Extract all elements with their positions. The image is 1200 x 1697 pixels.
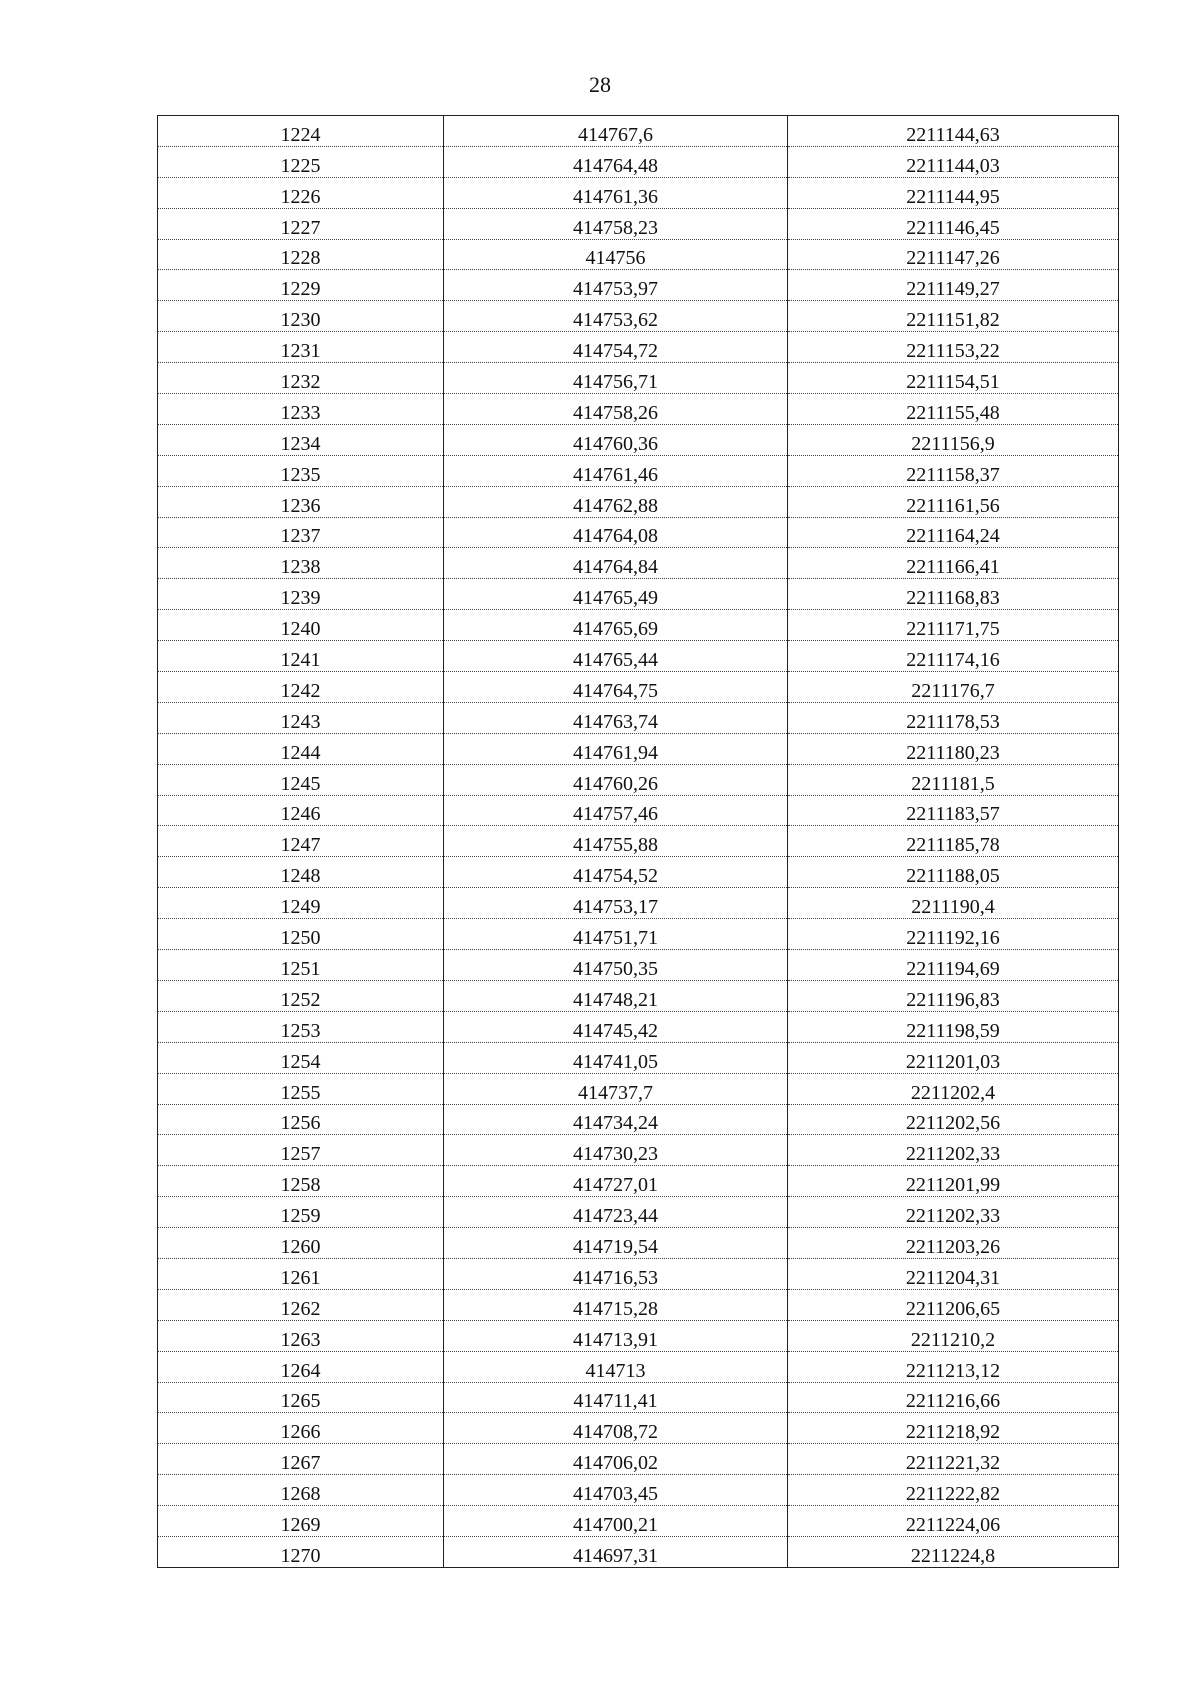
point-number-cell: 1250 <box>158 919 444 950</box>
y-coordinate-cell: 2211204,31 <box>788 1258 1119 1289</box>
y-coordinate-cell: 2211203,26 <box>788 1228 1119 1259</box>
x-coordinate-cell: 414753,97 <box>444 270 788 301</box>
point-number-cell: 1237 <box>158 517 444 548</box>
table-row <box>158 424 1119 455</box>
x-coordinate-cell: 414764,75 <box>444 672 788 703</box>
point-number-cell: 1257 <box>158 1135 444 1166</box>
x-coordinate-cell: 414756,71 <box>444 363 788 394</box>
x-coordinate-cell: 414753,62 <box>444 301 788 332</box>
point-number-cell: 1236 <box>158 486 444 517</box>
y-coordinate-cell: 2211202,33 <box>788 1135 1119 1166</box>
x-coordinate-cell: 414754,52 <box>444 857 788 888</box>
point-number-cell: 1224 <box>158 116 444 147</box>
table-row <box>158 764 1119 795</box>
table-row <box>158 1382 1119 1413</box>
x-coordinate-cell: 414764,84 <box>444 548 788 579</box>
x-coordinate-cell: 414723,44 <box>444 1197 788 1228</box>
table-row <box>158 702 1119 733</box>
y-coordinate-cell: 2211201,03 <box>788 1042 1119 1073</box>
y-coordinate-cell: 2211181,5 <box>788 764 1119 795</box>
table-row <box>158 1536 1119 1567</box>
point-number-cell: 1230 <box>158 301 444 332</box>
y-coordinate-cell: 2211216,66 <box>788 1382 1119 1413</box>
point-number-cell: 1259 <box>158 1197 444 1228</box>
table-row <box>158 1197 1119 1228</box>
x-coordinate-cell: 414715,28 <box>444 1289 788 1320</box>
x-coordinate-cell: 414716,53 <box>444 1258 788 1289</box>
y-coordinate-cell: 2211158,37 <box>788 455 1119 486</box>
point-number-cell: 1264 <box>158 1351 444 1382</box>
table-row <box>158 826 1119 857</box>
point-number-cell: 1254 <box>158 1042 444 1073</box>
y-coordinate-cell: 2211201,99 <box>788 1166 1119 1197</box>
y-coordinate-cell: 2211198,59 <box>788 1011 1119 1042</box>
point-number-cell: 1233 <box>158 394 444 425</box>
x-coordinate-cell: 414767,6 <box>444 116 788 147</box>
y-coordinate-cell: 2211196,83 <box>788 980 1119 1011</box>
coordinates-table <box>157 115 1119 1568</box>
table-row <box>158 1475 1119 1506</box>
y-coordinate-cell: 2211210,2 <box>788 1320 1119 1351</box>
point-number-cell: 1267 <box>158 1444 444 1475</box>
x-coordinate-cell: 414697,31 <box>444 1536 788 1567</box>
x-coordinate-cell: 414761,94 <box>444 733 788 764</box>
point-number-cell: 1232 <box>158 363 444 394</box>
x-coordinate-cell: 414762,88 <box>444 486 788 517</box>
x-coordinate-cell: 414756 <box>444 239 788 270</box>
table-row <box>158 146 1119 177</box>
table-row <box>158 332 1119 363</box>
table-row <box>158 641 1119 672</box>
table-row <box>158 1413 1119 1444</box>
point-number-cell: 1251 <box>158 950 444 981</box>
x-coordinate-cell: 414760,36 <box>444 424 788 455</box>
table-row <box>158 857 1119 888</box>
point-number-cell: 1255 <box>158 1073 444 1104</box>
x-coordinate-cell: 414719,54 <box>444 1228 788 1259</box>
x-coordinate-cell: 414748,21 <box>444 980 788 1011</box>
table-row <box>158 1506 1119 1537</box>
y-coordinate-cell: 2211202,4 <box>788 1073 1119 1104</box>
y-coordinate-cell: 2211224,06 <box>788 1506 1119 1537</box>
point-number-cell: 1256 <box>158 1104 444 1135</box>
x-coordinate-cell: 414700,21 <box>444 1506 788 1537</box>
y-coordinate-cell: 2211180,23 <box>788 733 1119 764</box>
table-row <box>158 610 1119 641</box>
table-row <box>158 1104 1119 1135</box>
point-number-cell: 1265 <box>158 1382 444 1413</box>
y-coordinate-cell: 2211156,9 <box>788 424 1119 455</box>
point-number-cell: 1266 <box>158 1413 444 1444</box>
x-coordinate-cell: 414708,72 <box>444 1413 788 1444</box>
y-coordinate-cell: 2211155,48 <box>788 394 1119 425</box>
table-row <box>158 579 1119 610</box>
table-row <box>158 888 1119 919</box>
y-coordinate-cell: 2211166,41 <box>788 548 1119 579</box>
x-coordinate-cell: 414755,88 <box>444 826 788 857</box>
table-row <box>158 1011 1119 1042</box>
point-number-cell: 1261 <box>158 1258 444 1289</box>
y-coordinate-cell: 2211222,82 <box>788 1475 1119 1506</box>
y-coordinate-cell: 2211206,65 <box>788 1289 1119 1320</box>
y-coordinate-cell: 2211178,53 <box>788 702 1119 733</box>
table-row <box>158 672 1119 703</box>
table-row <box>158 548 1119 579</box>
table-row <box>158 270 1119 301</box>
x-coordinate-cell: 414758,23 <box>444 208 788 239</box>
x-coordinate-cell: 414713,91 <box>444 1320 788 1351</box>
x-coordinate-cell: 414754,72 <box>444 332 788 363</box>
point-number-cell: 1252 <box>158 980 444 1011</box>
table-row <box>158 394 1119 425</box>
point-number-cell: 1242 <box>158 672 444 703</box>
y-coordinate-cell: 2211151,82 <box>788 301 1119 332</box>
point-number-cell: 1262 <box>158 1289 444 1320</box>
point-number-cell: 1225 <box>158 146 444 177</box>
table-row <box>158 733 1119 764</box>
point-number-cell: 1269 <box>158 1506 444 1537</box>
y-coordinate-cell: 2211171,75 <box>788 610 1119 641</box>
table-row <box>158 1228 1119 1259</box>
y-coordinate-cell: 2211176,7 <box>788 672 1119 703</box>
x-coordinate-cell: 414765,49 <box>444 579 788 610</box>
x-coordinate-cell: 414760,26 <box>444 764 788 795</box>
x-coordinate-cell: 414765,44 <box>444 641 788 672</box>
x-coordinate-cell: 414706,02 <box>444 1444 788 1475</box>
point-number-cell: 1260 <box>158 1228 444 1259</box>
y-coordinate-cell: 2211144,03 <box>788 146 1119 177</box>
point-number-cell: 1270 <box>158 1536 444 1567</box>
point-number-cell: 1249 <box>158 888 444 919</box>
y-coordinate-cell: 2211144,95 <box>788 177 1119 208</box>
point-number-cell: 1226 <box>158 177 444 208</box>
table-row <box>158 208 1119 239</box>
y-coordinate-cell: 2211224,8 <box>788 1536 1119 1567</box>
y-coordinate-cell: 2211147,26 <box>788 239 1119 270</box>
point-number-cell: 1248 <box>158 857 444 888</box>
point-number-cell: 1235 <box>158 455 444 486</box>
table-row <box>158 1042 1119 1073</box>
table-row <box>158 980 1119 1011</box>
point-number-cell: 1258 <box>158 1166 444 1197</box>
y-coordinate-cell: 2211202,56 <box>788 1104 1119 1135</box>
table-row <box>158 950 1119 981</box>
point-number-cell: 1239 <box>158 579 444 610</box>
x-coordinate-cell: 414711,41 <box>444 1382 788 1413</box>
point-number-cell: 1268 <box>158 1475 444 1506</box>
table-row <box>158 363 1119 394</box>
y-coordinate-cell: 2211154,51 <box>788 363 1119 394</box>
y-coordinate-cell: 2211202,33 <box>788 1197 1119 1228</box>
point-number-cell: 1240 <box>158 610 444 641</box>
table-row <box>158 301 1119 332</box>
y-coordinate-cell: 2211192,16 <box>788 919 1119 950</box>
table-row <box>158 177 1119 208</box>
x-coordinate-cell: 414761,46 <box>444 455 788 486</box>
point-number-cell: 1229 <box>158 270 444 301</box>
point-number-cell: 1245 <box>158 764 444 795</box>
y-coordinate-cell: 2211161,56 <box>788 486 1119 517</box>
point-number-cell: 1234 <box>158 424 444 455</box>
y-coordinate-cell: 2211221,32 <box>788 1444 1119 1475</box>
y-coordinate-cell: 2211153,22 <box>788 332 1119 363</box>
point-number-cell: 1243 <box>158 702 444 733</box>
x-coordinate-cell: 414750,35 <box>444 950 788 981</box>
table-row <box>158 1166 1119 1197</box>
x-coordinate-cell: 414713 <box>444 1351 788 1382</box>
y-coordinate-cell: 2211164,24 <box>788 517 1119 548</box>
point-number-cell: 1247 <box>158 826 444 857</box>
table-row <box>158 455 1119 486</box>
y-coordinate-cell: 2211213,12 <box>788 1351 1119 1382</box>
x-coordinate-cell: 414734,24 <box>444 1104 788 1135</box>
x-coordinate-cell: 414758,26 <box>444 394 788 425</box>
y-coordinate-cell: 2211168,83 <box>788 579 1119 610</box>
table-row <box>158 1258 1119 1289</box>
x-coordinate-cell: 414757,46 <box>444 795 788 826</box>
table-row <box>158 919 1119 950</box>
point-number-cell: 1244 <box>158 733 444 764</box>
table-row <box>158 1351 1119 1382</box>
y-coordinate-cell: 2211174,16 <box>788 641 1119 672</box>
x-coordinate-cell: 414703,45 <box>444 1475 788 1506</box>
page-number: 28 <box>589 72 611 97</box>
x-coordinate-cell: 414737,7 <box>444 1073 788 1104</box>
x-coordinate-cell: 414741,05 <box>444 1042 788 1073</box>
x-coordinate-cell: 414745,42 <box>444 1011 788 1042</box>
y-coordinate-cell: 2211194,69 <box>788 950 1119 981</box>
table-row <box>158 795 1119 826</box>
point-number-cell: 1241 <box>158 641 444 672</box>
x-coordinate-cell: 414764,08 <box>444 517 788 548</box>
y-coordinate-cell: 2211218,92 <box>788 1413 1119 1444</box>
table-row <box>158 116 1119 147</box>
y-coordinate-cell: 2211188,05 <box>788 857 1119 888</box>
x-coordinate-cell: 414764,48 <box>444 146 788 177</box>
x-coordinate-cell: 414727,01 <box>444 1166 788 1197</box>
table-row <box>158 1289 1119 1320</box>
table-row <box>158 486 1119 517</box>
table-row <box>158 1320 1119 1351</box>
y-coordinate-cell: 2211183,57 <box>788 795 1119 826</box>
point-number-cell: 1263 <box>158 1320 444 1351</box>
x-coordinate-cell: 414730,23 <box>444 1135 788 1166</box>
y-coordinate-cell: 2211144,63 <box>788 116 1119 147</box>
x-coordinate-cell: 414761,36 <box>444 177 788 208</box>
table-row <box>158 1073 1119 1104</box>
point-number-cell: 1231 <box>158 332 444 363</box>
table-row <box>158 517 1119 548</box>
coordinates-table-body <box>158 116 1119 1568</box>
point-number-cell: 1246 <box>158 795 444 826</box>
y-coordinate-cell: 2211146,45 <box>788 208 1119 239</box>
table-row <box>158 1135 1119 1166</box>
y-coordinate-cell: 2211190,4 <box>788 888 1119 919</box>
point-number-cell: 1228 <box>158 239 444 270</box>
y-coordinate-cell: 2211149,27 <box>788 270 1119 301</box>
table-row <box>158 1444 1119 1475</box>
table-row <box>158 239 1119 270</box>
point-number-cell: 1238 <box>158 548 444 579</box>
x-coordinate-cell: 414763,74 <box>444 702 788 733</box>
x-coordinate-cell: 414753,17 <box>444 888 788 919</box>
x-coordinate-cell: 414765,69 <box>444 610 788 641</box>
x-coordinate-cell: 414751,71 <box>444 919 788 950</box>
point-number-cell: 1253 <box>158 1011 444 1042</box>
y-coordinate-cell: 2211185,78 <box>788 826 1119 857</box>
point-number-cell: 1227 <box>158 208 444 239</box>
